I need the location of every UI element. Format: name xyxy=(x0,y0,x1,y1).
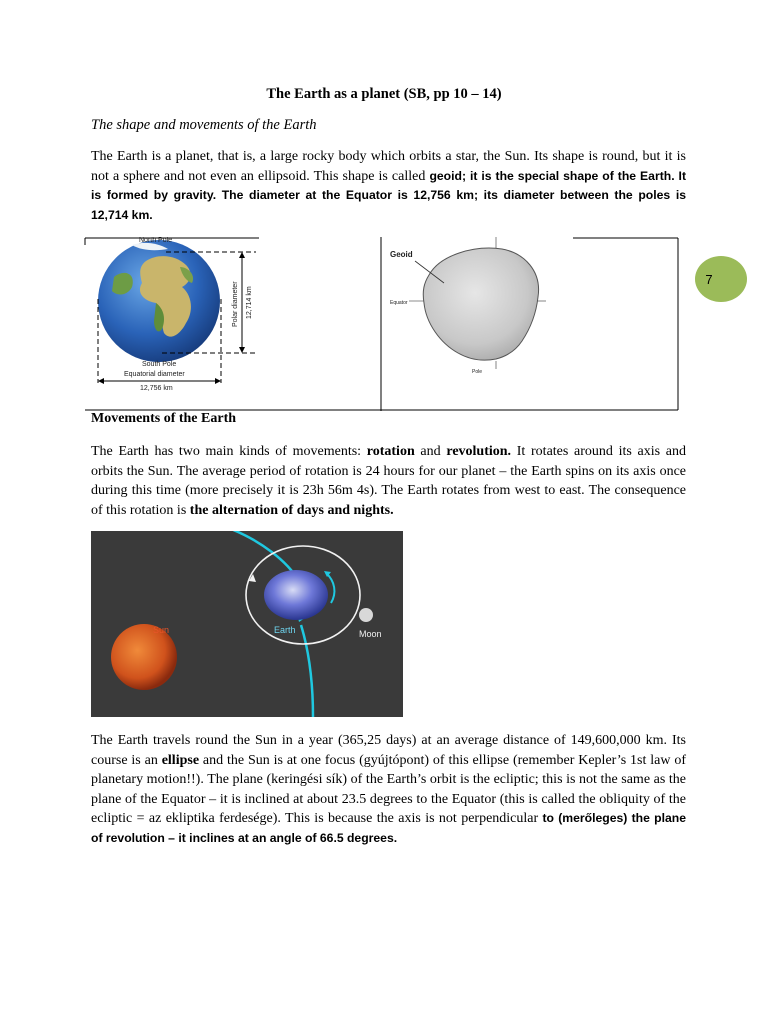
moon-label: Moon xyxy=(359,629,382,639)
sun-label: Sun xyxy=(153,625,170,635)
moon-image xyxy=(359,608,373,622)
earth-image xyxy=(264,570,328,620)
page-number-badge xyxy=(695,256,747,302)
north-pole-label: North Pole xyxy=(139,237,173,244)
equator-label: Equator xyxy=(390,300,408,306)
equatorial-diameter-label: Equatorial diameter xyxy=(124,371,185,378)
polar-diameter-value: 12,714 km xyxy=(246,286,253,319)
polar-diameter-label: Polar diameter xyxy=(232,281,239,327)
equatorial-diameter-value: 12,756 km xyxy=(140,385,173,392)
earth-shape-figure xyxy=(84,237,679,411)
geoid-image xyxy=(409,237,546,369)
paragraph-shape: The Earth is a planet, that is, a large rocky body which orbits a star, the Sun. Its shape is round, but it is not a sphere and not even an ellipsoid. This shape is called geoid; it is the special shape of the Earth. It is formed by gravity. The diameter at the Equator is 12,756 km; its diameter between the poles is 12,714 km. xyxy=(91,149,686,222)
earth-label: Earth xyxy=(274,625,296,635)
earth-orbit-figure xyxy=(91,531,403,717)
paragraph-revolution: The Earth travels round the Sun in a year (365,25 days) at an average distance of 149,600,000 km. Its course is an ellipse and the Sun is at one focus (gyújtópont) of this ellipse (remember Kepler’s 1st law of planetary motion!!). The plane (keringési sík) of the Earth’s orbit is the ecliptic; this is not the same as the plane of the Equator – it is inclined at about 23.5 degrees to the Equator (this is called the obliquity of the ecliptic = az ekliptika ferdesége). This is because the axis is not perpendicular to (merőleges) the plane of revolution – it inclines at an angle of 66.5 degrees. xyxy=(91,733,686,845)
geoid-label: Geoid xyxy=(390,250,413,259)
heading-movements: Movements of the Earth xyxy=(91,411,237,426)
section-subtitle: The shape and movements of the Earth xyxy=(91,117,317,133)
page-number: 7 xyxy=(705,271,713,287)
page-title: The Earth as a planet (SB, pp 10 – 14) xyxy=(266,86,502,102)
south-pole-label: South Pole xyxy=(142,361,177,368)
paragraph-rotation: The Earth has two main kinds of movements: rotation and revolution. It rotates around its axis and orbits the Sun. The average period of rotation is 24 hours for our planet – the Earth spins on its axis once during this time (more precisely it is 23h 56m 4s). The Earth rotates from west to east. The consequence of this rotation is the alternation of days and nights. xyxy=(91,444,686,518)
pole-label: Pole xyxy=(472,369,483,375)
earth-globe-image xyxy=(98,240,220,362)
